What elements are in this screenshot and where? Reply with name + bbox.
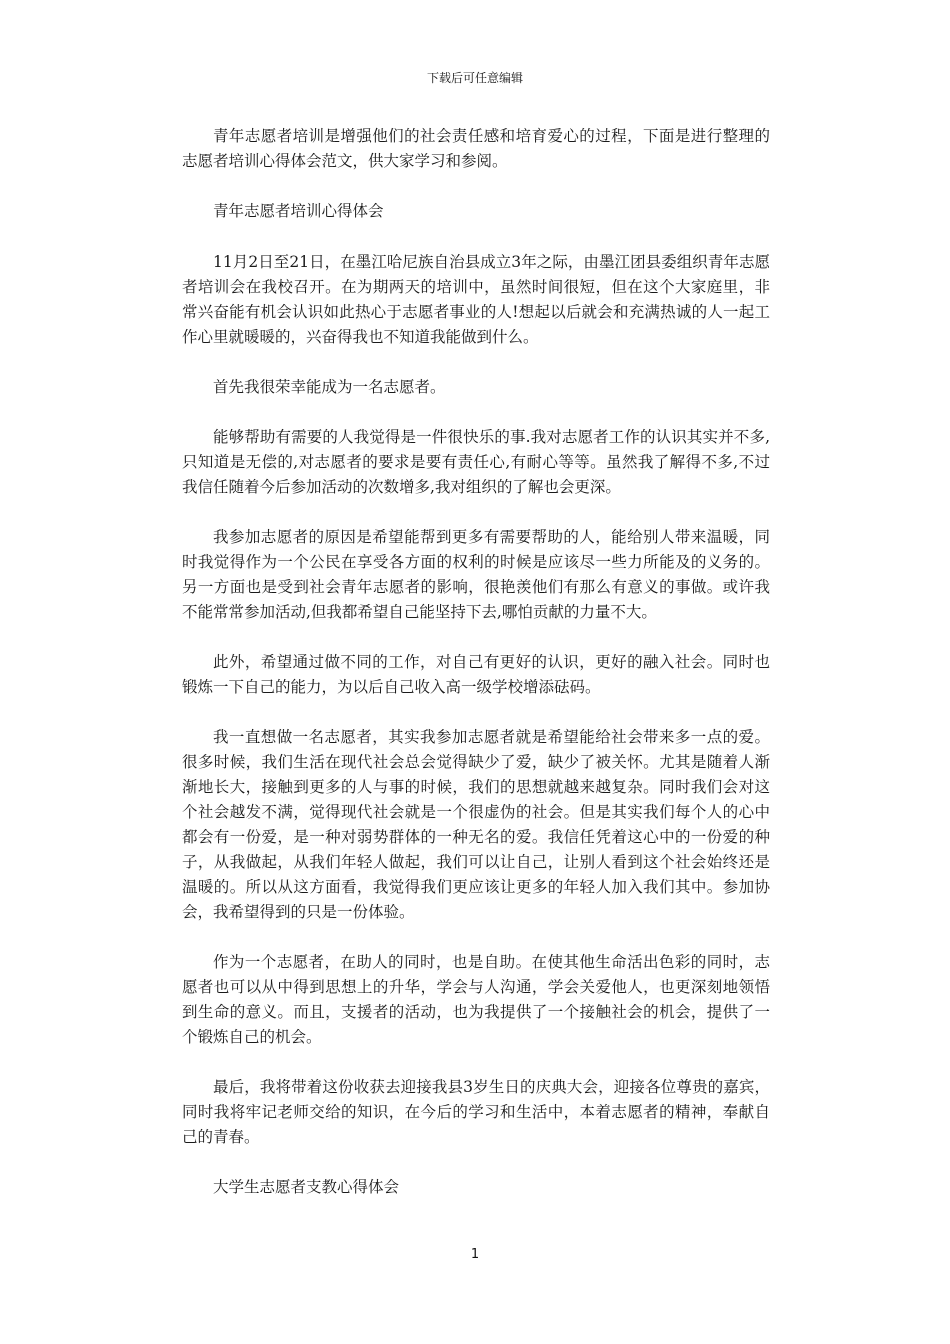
intro-paragraph: 青年志愿者培训是增强他们的社会责任感和培育爱心的过程，下面是进行整理的志愿者培训心得体会范文，供大家学习和参阅。 xyxy=(182,127,770,170)
body-paragraph: 11月2日至21日，在墨江哈尼族自治县成立3年之际，由墨江团县委组织青年志愿者培训会在我校召开。在为期两天的培训中，虽然时间很短，但在这个大家庭里，非常兴奋能有机会认识如此热心于志愿者事业的人!想起以后就会和充满热诚的人一起工作心里就暖暖的，兴奋得我也不知道我能做到什么。 xyxy=(182,253,770,346)
body-paragraph: 能够帮助有需要的人我觉得是一件很快乐的事.我对志愿者工作的认识其实并不多,只知道是无偿的,对志愿者的要求是要有责任心,有耐心等等。虽然我了解得不多,不过我信任随着今后参加活动的次数增多,我对组织的了解也会更深。 xyxy=(182,428,770,496)
document-body xyxy=(182,124,770,1226)
body-paragraph: 我参加志愿者的原因是希望能帮到更多有需要帮助的人，能给别人带来温暖，同时我觉得作为一个公民在享受各方面的权利的时候是应该尽一些力所能及的义务的。另一方面也是受到社会青年志愿者的影响，很艳羡他们有那么有意义的事做。或许我不能常常参加活动,但我都希望自己能坚持下去,哪怕贡献的力量不大。 xyxy=(182,528,770,621)
section-heading-youth-volunteer: 青年志愿者培训心得体会 xyxy=(213,202,384,220)
page-number: 1 xyxy=(470,1247,480,1262)
body-paragraph: 首先我很荣幸能成为一名志愿者。 xyxy=(213,378,446,396)
section-heading-college-volunteer: 大学生志愿者支教心得体会 xyxy=(213,1178,400,1196)
body-paragraph: 此外，希望通过做不同的工作，对自己有更好的认识，更好的融入社会。同时也锻炼一下自己的能力，为以后自己收入高一级学校增添砝码。 xyxy=(182,653,770,696)
page-header: 下载后可任意编辑 xyxy=(426,71,523,85)
body-paragraph: 最后，我将带着这份收获去迎接我县3岁生日的庆典大会，迎接各位尊贵的嘉宾，同时我将牢记老师交给的知识，在今后的学习和生活中，本着志愿者的精神，奉献自己的青春。 xyxy=(182,1078,770,1146)
body-paragraph: 我一直想做一名志愿者，其实我参加志愿者就是希望能给社会带来多一点的爱。很多时候，我们生活在现代社会总会觉得缺少了爱，缺少了被关怀。尤其是随着人渐渐地长大，接触到更多的人与事的时候，我们的思想就越来越复杂。同时我们会对这个社会越发不满，觉得现代社会就是一个很虚伪的社会。但是其实我们每个人的心中都会有一份爱，是一种对弱势群体的一种无名的爱。我信任凭着这心中的一份爱的种子，从我做起，从我们年轻人做起，我们可以让自己，让别人看到这个社会始终还是温暖的。所以从这方面看，我觉得我们更应该让更多的年轻人加入我们其中。参加协会，我希望得到的只是一份体验。 xyxy=(182,728,770,921)
body-paragraph: 作为一个志愿者，在助人的同时，也是自助。在使其他生命活出色彩的同时，志愿者也可以从中得到思想上的升华，学会与人沟通，学会关爱他人，也更深刻地领悟到生命的意义。而且，支援者的活动，也为我提供了一个接触社会的机会，提供了一个锻炼自己的机会。 xyxy=(182,953,770,1046)
